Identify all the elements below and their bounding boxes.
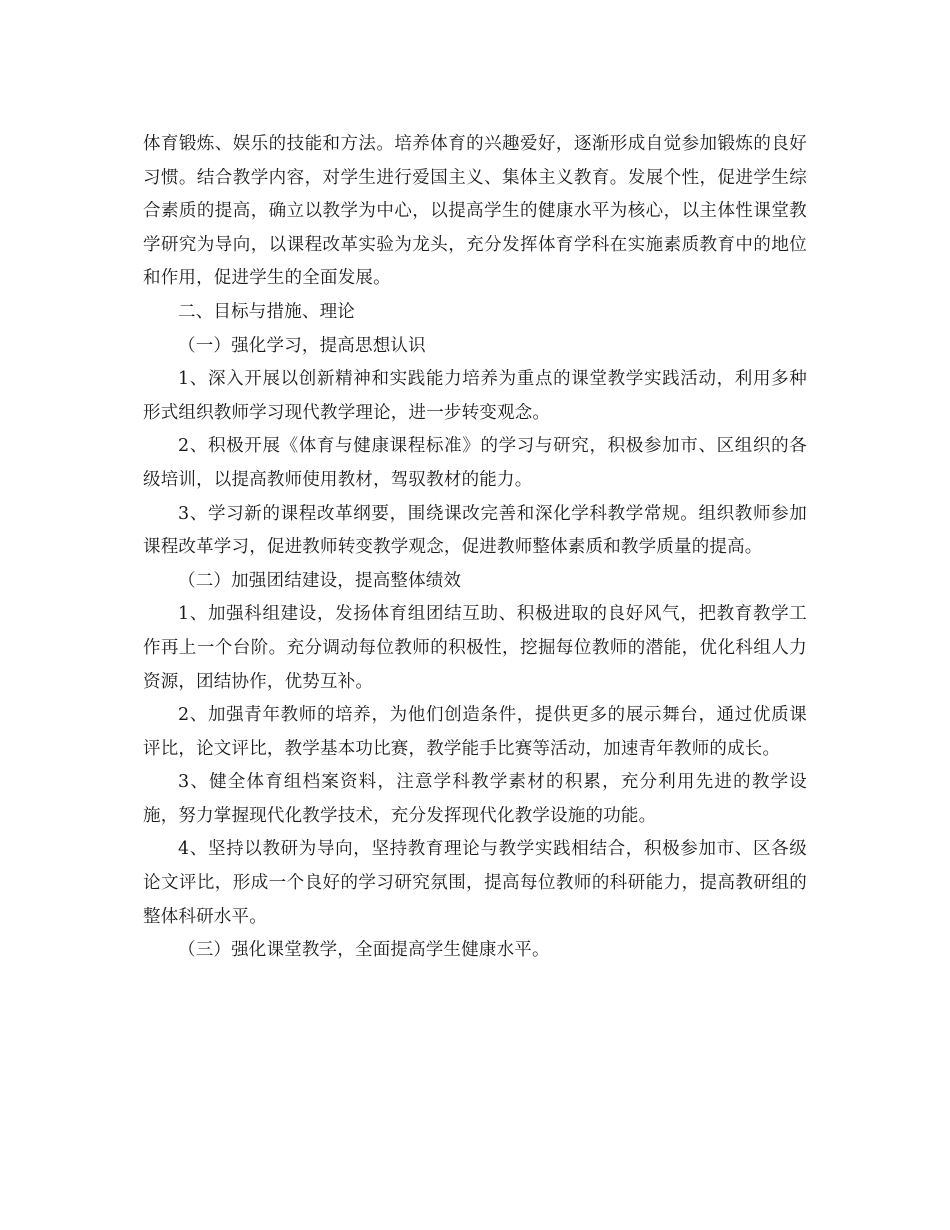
- body-paragraph-team-item-1: 1、加强科组建设，发扬体育组团结互助、积极进取的良好风气，把教育教学工作再上一个台阶。充分调动每位教师的积极性，挖掘每位教师的潜能，优化科组人力资源，团结协作，优势互补。: [143, 604, 807, 692]
- document-body: [143, 128, 807, 968]
- section-heading-goals: 二、目标与措施、理论: [178, 301, 355, 322]
- body-paragraph-continued: 体育锻炼、娱乐的技能和方法。培养体育的兴趣爱好，逐渐形成自觉参加锻炼的良好习惯。结合教学内容，对学生进行爱国主义、集体主义教育。发展个性，促进学生综合素质的提高，确立以教学为中心，以提高学生的健康水平为核心，以主体性课堂教学研究为导向，以课程改革实验为龙头，充分发挥体育学科在实施素质教育中的地位和作用，促进学生的全面发展。: [143, 134, 807, 289]
- body-paragraph-item-2: 2、积极开展《体育与健康课程标准》的学习与研究，积极参加市、区组织的各级培训，以提高教师使用教材，驾驭教材的能力。: [143, 436, 807, 490]
- subheading-classroom-teaching: （三）强化课堂教学，全面提高学生健康水平。: [178, 940, 550, 961]
- body-paragraph-team-item-3: 3、健全体育组档案资料，注意学科教学素材的积累，充分利用先进的教学设施，努力掌握现代化教学技术，充分发挥现代化教学设施的功能。: [143, 772, 807, 826]
- body-paragraph-item-3: 3、学习新的课程改革纲要，围绕课改完善和深化学科教学常规。组织教师参加课程改革学习，促进教师转变教学观念，促进教师整体素质和教学质量的提高。: [143, 503, 807, 558]
- body-paragraph-item-1: 1、深入开展以创新精神和实践能力培养为重点的课堂教学实践活动，利用多种形式组织教师学习现代教学理论，进一步转变观念。: [143, 369, 807, 423]
- subheading-team-building: （二）加强团结建设，提高整体绩效: [178, 570, 462, 591]
- body-paragraph-team-item-2: 2、加强青年教师的培养，为他们创造条件，提供更多的展示舞台，通过优质课评比，论文评比，教学基本功比赛，教学能手比赛等活动，加速青年教师的成长。: [143, 705, 807, 759]
- subheading-strengthen-learning: （一）强化学习，提高思想认识: [178, 335, 426, 356]
- body-paragraph-team-item-4: 4、坚持以教研为导向，坚持教育理论与教学实践相结合，积极参加市、区各级论文评比，形成一个良好的学习研究氛围，提高每位教师的科研能力，提高教研组的整体科研水平。: [143, 839, 807, 927]
